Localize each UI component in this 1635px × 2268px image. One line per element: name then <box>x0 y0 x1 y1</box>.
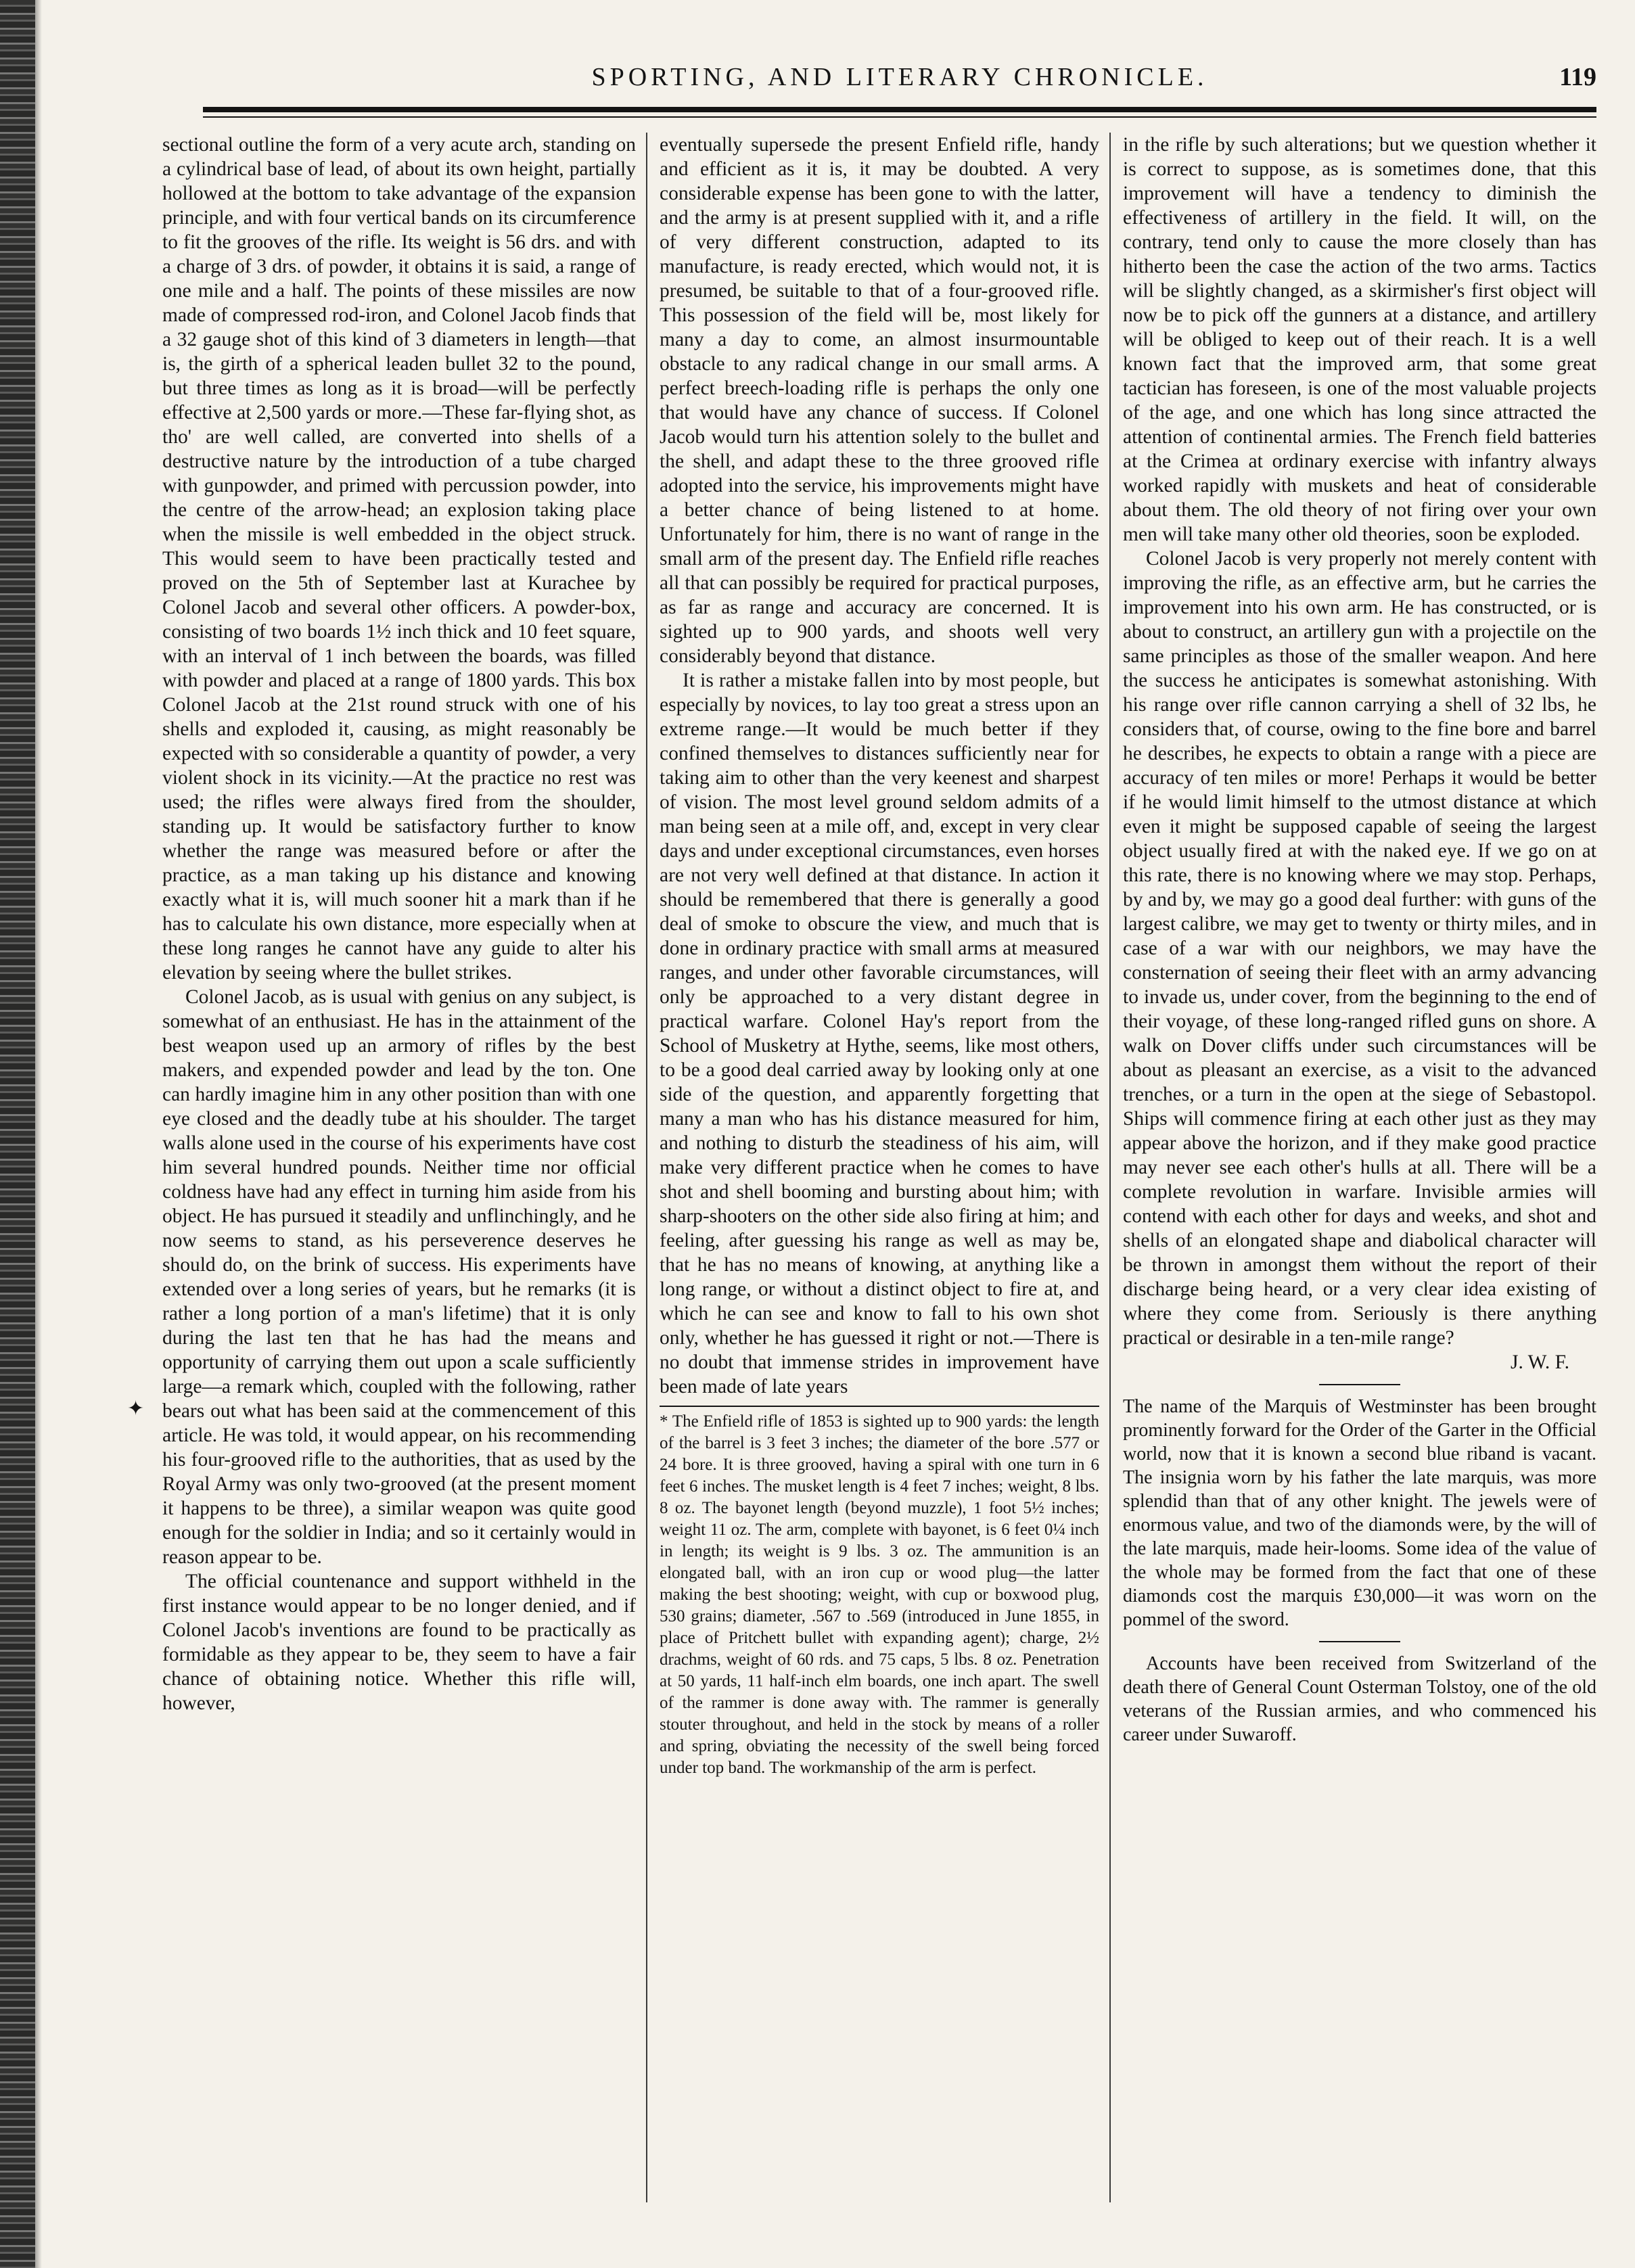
page-number: 119 <box>1559 63 1596 91</box>
news-item: The name of the Marquis of Westminster has been brought prominently forward for the Order of the Garter in the Official world, now that it is known a second blue riband is vacant. The insignia worn by his father the late marquis, was more splendid than that of any other knight. The jewels were of enormous value, and two of the diamonds were, by the will of the late marquis, made heir-looms. Some idea of the value of the whole may be formed from the fact that one of these diamonds cost the marquis £30,000—it was worn on the pommel of the sword. <box>1123 1396 1596 1630</box>
paragraph: It is rather a mistake fallen into by most people, but especially by novices, to lay too great a stress upon an extreme range.—It would be much better if they confined themselves to distances sufficiently near for taking aim to other than the very keenest and sharpest of vision. The most level ground seldom admits of a man being seen at a mile off, and, except in very clear days and under exceptional circumstances, even horses are not very well defined at that distance. In action it should be remembered that there is generally a good deal of smoke to obscure the view, and much that is done in ordinary practice with small arms at measured ranges, and under other favorable circumstances, will only be approached to a very distant degree in practical warfare. Colonel Hay's report from the School of Musketry at Hythe, seems, like most others, to be a good deal carried away by looking only at one side of the question, and apparently forgetting that many a man who has his distance measured for him, and nothing to disturb the steadiness of his aim, will make very different practice when he comes to have shot and shell booming and bursting about him; with sharp-shooters on the other side also firing at him; and feeling, after guessing his range as well as may be, that he has no means of knowing, at anything like a long range, or without a distinct object to fire at, and which he can see and know to fall to his own shot only, whether he has guessed it right or not.—There is no doubt that immense strides in improvement have been made of late years <box>660 670 1099 1397</box>
margin-mark-icon: ✦ <box>127 1397 145 1420</box>
paragraph: Colonel Jacob is very properly not merely content with improving the rifle, as an effective arm, but he carries the improvement into his own arm. He has constructed, or is about to construct, an artillery gun with a projectile on the same principles as those of the smaller weapon. And here the success he anticipates is somewhat astonishing. With his range over rifle cannon carrying a shell of 32 lbs, he considers that, of course, owing to the fine bore and barrel he describes, he expects to obtain a range with a piece are accuracy of ten miles or more! Perhaps it would be better if he would limit himself to the utmost distance at which even it might be supposed capable of seeing the largest object usually fired at with the naked eye. If we go on at this rate, there is no knowing where we may stop. Perhaps, by and by, we may go a good deal further: with guns of the largest calibre, we may get to twenty or thirty miles, and in case of a war with our neighbors, we may have the consternation of seeing their fleet with an army advancing to invade us, under cover, from the beginning to the end of their voyage, of these long-ranged rifled guns on shore. A walk on Dover cliffs under such circumstances will be about as pleasant an exercise, as a visit to the advanced trenches, or a turn in the open at the siege of Sebastopol. Ships will commence firing at each other just as they may appear above the horizon, and if they make good practice may never see each other's hulls at all. There will be a complete revolution in warfare. Invisible armies will contend with each other for days and weeks, and shot and shells of an elongated shape and diabolical character will be thrown in amongst them without the report of their discharge being heard, or a very clear idea existing of where they come from. Seriously is there anything practical or desirable in a ten-mile range? <box>1123 548 1596 1349</box>
paragraph: eventually supersede the present Enfield rifle, handy and efficient as it is, it may be doubted. A very considerable expense has been gone to with the latter, and the army is at present supplied with it, and a rifle of very different construction, adapted to its manufacture, is ready erected, which would not, it is presumed, be suitable to that of a four-grooved rifle. This possession of the field will be, most likely for many a day to come, an almost insurmountable obstacle to any radical change in our small arms. A perfect breech-loading rifle is perhaps the only one that would have any chance of success. If Colonel Jacob would turn his attention solely to the bullet and the shell, and adapt these to the three grooved rifle adopted into the service, his improvements might have a better chance of being listened to at home. Unfortunately for him, there is no want of range in the small arm of the present day. The Enfield rifle reaches all that can possibly be required for practical purposes, as far as range and accuracy are concerned. It is sighted up to 900 yards, and shoots well very considerably beyond that distance. <box>660 134 1099 667</box>
author-signature: J. W. F. <box>1510 1351 1569 1373</box>
running-title: SPORTING, AND LITERARY CHRONICLE. <box>591 63 1208 91</box>
page-header <box>203 62 1596 103</box>
paragraph: in the rifle by such alterations; but we question whether it is correct to suppose, as is sometimes done, that this improvement will have a tendency to diminish the effectiveness of artillery in the field. It will, on the contrary, tend only to cause the more closely than has hitherto been the case the action of the two arms. Tactics will be slightly changed, as a skirmisher's first object will now be to pick off the gunners at a distance, and artillery will be obliged to keep out of their reach. It is a well known fact that the improved arm, that some great tactician has foreseen, is one of the most valuable projects of the age, and one which has long since attracted the attention of continental armies. The French field batteries at the Crimea at ordinary exercise with infantry always worked rapidly with muskets and heat of considerable about them. The old theory of not firing over your own men will take many other old theories, soon be exploded. <box>1123 134 1596 545</box>
column-1 <box>162 133 636 2216</box>
news-item: Accounts have been received from Switzerland of the death there of General Count Osterman Tolstoy, one of the old veterans of the Russian armies, and who commenced his career under Suwaroff. <box>1123 1653 1596 1745</box>
section-rule <box>1319 1384 1400 1385</box>
paragraph: Colonel Jacob, as is usual with genius on any subject, is somewhat of an enthusiast. He has in the attainment of the best weapon used up an armory of rifles by the best makers, and expended powder and lead by the ton. One can hardly imagine him in any other position than with one eye closed and the deadly tube at his shoulder. The target walls alone used in the course of his experiments have cost him several hundred pounds. Neither time nor official coldness have had any effect in turning him aside from his object. He has pursued it steadily and unflinchingly, and he now seems to stand, as his perseverence deserves he should do, on the brink of success. His experiments have extended over a long series of years, but he remarks (it is rather a long portion of a man's lifetime) that it is only during the last ten that he has had the means and opportunity of carrying them out upon a scale sufficiently large—a remark which, coupled with the following, rather bears out what has been said at the commencement of this article. He was told, it would appear, on his recommending his four-grooved rifle to the authorities, that as used by the Royal Army was only two-grooved (at the present moment it happens to be three), a similar weapon was quite good enough for the soldier in India; and so it certainly would in reason appear to be. <box>162 986 636 1568</box>
footnote: * The Enfield rifle of 1853 is sighted up to 900 yards: the length of the barrel is 3 feet 3 inches; the diameter of the bore .577 or 24 bore. It is three grooved, having a spiral with one turn in 6 feet 6 inches. The musket length is 4 feet 7 inches; weight, 8 lbs. 8 oz. The bayonet length (beyond muzzle), 1 foot 5½ inches; weight 11 oz. The arm, complete with bayonet, is 6 feet 0¼ inch in length; its weight is 9 lbs. 3 oz. The ammunition is an elongated ball, with an iron cup or wood plug—the latter making the best shooting; weight, with cup or boxwood plug, 530 grains; diameter, .567 to .569 (introduced in June 1855, in place of Pritchett bullet with expanding agent); charge, 2½ drachms, weight of 60 rds. and 75 caps, 5 lbs. 8 oz. Penetration at 50 yards, 11 half-inch elm boards, one inch apart. The swell of the rammer is done away with. The rammer is generally stouter throughout, and held in the stock by means of a roller and spring, obviating the necessity of the swell being forced under top band. The workmanship of the arm is perfect. <box>660 1412 1099 1777</box>
column-2 <box>660 133 1099 2216</box>
column-divider <box>646 133 647 2202</box>
header-rule-thick <box>203 107 1596 112</box>
column-divider <box>1109 133 1111 2202</box>
paragraph: sectional outline the form of a very acute arch, standing on a cylindrical base of lead, of about its own height, partially hollowed at the bottom to take advantage of the expansion principle, and with four vertical bands on its circumference to fit the grooves of the rifle. Its weight is 56 drs. and with a charge of 3 drs. of powder, it obtains it is said, a range of one mile and a half. The points of these missiles are now made of compressed rod-iron, and Colonel Jacob finds that a 32 gauge shot of this kind of 3 diameters in length—that is, the girth of a spherical leaden bullet 32 to the pound, but three times as long as it is broad—will be perfectly effective at 2,500 yards or more.—These far-flying shot, as tho' are well called, are converted into shells of a destructive nature by the introduction of a tube charged with gunpowder, and primed with percussion powder, into the centre of the arrow-head; an explosion taking place when the missile is well embedded in the object struck. This would seem to have been practically tested and proved on the 5th of September last at Kurachee by Colonel Jacob and several other officers. A powder-box, consisting of two boards 1½ inch thick and 10 feet square, with an interval of 1 inch between the boards, was filled with powder and placed at a range of 1800 yards. This box Colonel Jacob at the 21st round struck with one of his shells and exploded it, causing, as might reasonably be expected with so considerable a quantity of powder, a very violent shock in its vicinity.—At the practice no rest was used; the rifles were always fired from the shoulder, standing up. It would be satisfactory further to know whether the range was measured before or after the practice, as a man taking up his distance and knowing exactly what it is, will much sooner hit a mark than if he has to calculate his own distance, more especially when at these long ranges he cannot have any guide to alter his elevation by seeing where the bullet strikes. <box>162 134 636 983</box>
header-rule-thin <box>203 116 1596 118</box>
book-binding-gutter <box>0 0 35 2268</box>
footnote-rule <box>660 1406 1099 1407</box>
paragraph: The official countenance and support withheld in the first instance would appear to be no longer denied, and if Colonel Jacob's inventions are found to be practically as formidable as they appear to be, they seem to have a fair chance of obtaining notice. Whether this rifle will, however, <box>162 1571 636 1714</box>
section-rule <box>1319 1641 1400 1642</box>
column-3 <box>1123 133 1596 2216</box>
